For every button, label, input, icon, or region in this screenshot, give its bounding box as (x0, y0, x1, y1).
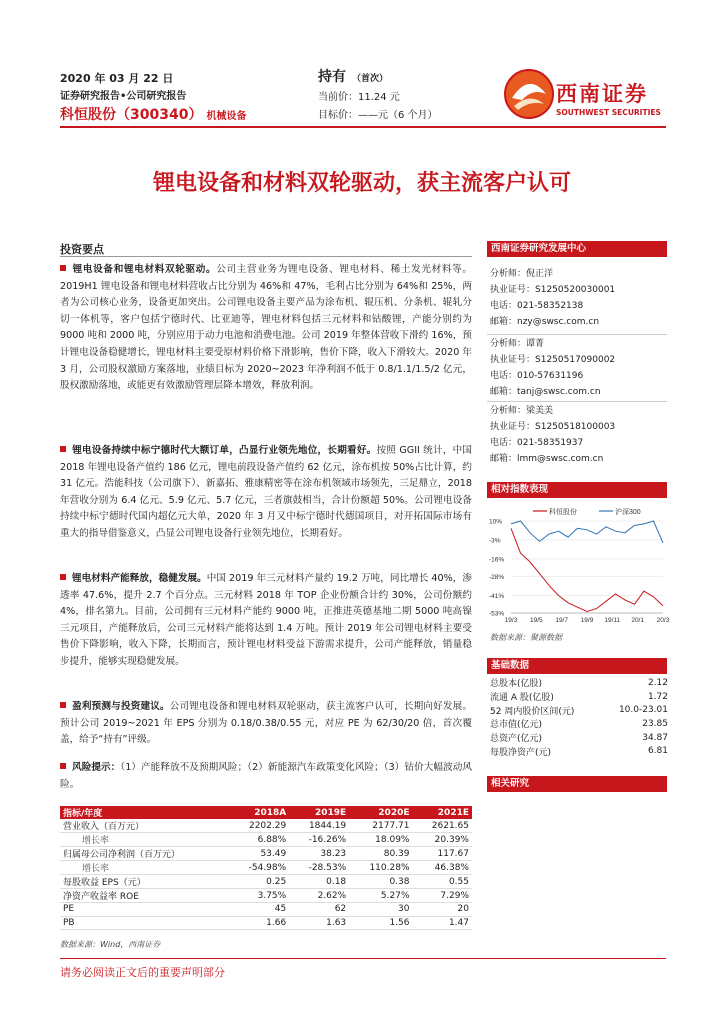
table-row (490, 703, 676, 717)
divider (487, 401, 667, 402)
cell: 53.49 (229, 847, 289, 861)
table-row (490, 676, 676, 690)
row-label: 归属母公司净利润（百万元） (60, 847, 229, 861)
x-tick-label: 19/11 (604, 617, 621, 624)
cell: 30 (349, 903, 412, 917)
row-label: 净资产收益率 ROE (60, 889, 229, 903)
current-price: 当前价：11.24 元 (318, 92, 400, 103)
rating-note: （首次） (352, 74, 389, 84)
series-line-company (511, 528, 663, 611)
legend-index: 沪深300 (615, 509, 641, 516)
report-date: 2020 年 03 月 22 日 (60, 72, 174, 85)
bullet-icon (60, 763, 66, 769)
cell: 1.56 (349, 916, 412, 930)
x-tick-label: 19/9 (580, 617, 594, 624)
row-label: PE (60, 903, 229, 917)
analyst-name: 分析师：倪正洋 (490, 269, 554, 279)
table-row (60, 875, 472, 889)
cell: 3.75% (229, 889, 289, 903)
table-row (60, 833, 472, 847)
section-divider (60, 256, 472, 257)
rating (318, 66, 388, 86)
x-tick-label: 19/3 (504, 617, 518, 624)
basic-label: 总股本(亿股) (490, 679, 543, 690)
chart-section-bar: 相对指数表现 (487, 482, 667, 498)
bullet-icon (60, 702, 66, 708)
table-header: 指标/年度 (60, 806, 229, 819)
logo-en: SOUTHWEST SECURITIES (556, 108, 661, 117)
paragraph-text: 公司锂电设备和锂电材料双轮驱动，获主流客户认可，长期向好发展。预计公司 2019~2021 年 EPS 分别为 0.18/0.38/0.55 元，对应 PE 为 62/30/20 倍，首次覆盖，给予“持有”评级。 (60, 701, 473, 746)
header-divider (60, 126, 666, 128)
cell: 7.29% (413, 889, 473, 903)
table-source: 数据来源：Wind，西南证券 (60, 940, 161, 949)
basic-value: 1.72 (647, 691, 668, 702)
cell: 62 (289, 903, 349, 917)
table-row (490, 744, 676, 758)
analyst-phone: 电话：010-57631196 (490, 371, 584, 381)
paragraph-4 (60, 699, 472, 749)
paragraph-text: （1）产能释放不及预期风险；（2）新能源汽车政策变化风险；（3）钴价大幅波动风险。 (60, 762, 472, 790)
paragraph-1 (60, 262, 472, 395)
cell: 20.39% (413, 833, 473, 847)
paragraph-text: 公司主营业务为锂电设备、锂电材料、稀土发光材料等。2019H1 锂电设备和锂电材料营收占比分别为 46%和 47%，毛利占比分别为 64%和 25%，两者为公司核心业务，设备更加突出。公司锂电设备主要产品为涂布机、辊压机、分条机、辊轧分切一体机等，客户包括宁德时代、比亚迪等，锂电材料包括三元材料和钴酸锂，产能分别约为 9000 吨和 2000 吨，分别应用于动力电池和消费电池。公司 2019 年整体营收下滑约 16%，预计锂电设备稳健增长，锂电材料主要受原材料价格下滑影响，售价下降，收入下滑较大。2020 年 3 月，公司股权激励方案落地，业绩目标为 2020~2023 年净利润不低于 0.8/1.1/1.5/2 亿元，股权激励落地，或能更有效激励管理层降本增效，释放利润。 (60, 264, 473, 392)
company-name (60, 104, 246, 124)
series-line-index (511, 521, 663, 543)
analyst-email[interactable]: 邮箱：nzy@swsc.com.cn (490, 317, 600, 327)
row-label: PB (60, 916, 229, 930)
rating-value: 持有 (318, 69, 346, 85)
bullet-icon (60, 574, 66, 580)
cell: 0.25 (229, 875, 289, 889)
analyst-phone: 电话：021-58351937 (490, 438, 584, 448)
logo-cn: 西南证券 (556, 82, 648, 106)
cell: 2177.71 (349, 819, 412, 833)
row-label: 增长率 (60, 861, 229, 875)
cell: 80.39 (349, 847, 412, 861)
cell: 2202.29 (229, 819, 289, 833)
industry: 机械设备 (206, 111, 247, 122)
paragraph-5 (60, 760, 472, 793)
cell: 18.09% (349, 833, 412, 847)
table-row (60, 916, 472, 930)
basic-label: 总市值(亿元) (490, 720, 543, 731)
cell: 46.38% (413, 861, 473, 875)
table-row (60, 889, 472, 903)
table-row (60, 847, 472, 861)
basic-data-bar: 基础数据 (487, 658, 667, 674)
y-tick-label: -16% (489, 556, 505, 564)
y-tick-label: -41% (489, 592, 505, 600)
x-tick-label: 19/7 (555, 617, 568, 624)
basic-value: 6.81 (647, 746, 668, 757)
cell: 1844.19 (289, 819, 349, 833)
report-title: 锂电设备和材料双轮驱动，获主流客户认可 (152, 171, 571, 196)
analyst-cert: 执业证号：S1250517090002 (490, 355, 616, 365)
paragraph-lead: 锂电设备持续中标宁德时代大额订单，凸显行业领先地位，长期看好。 (72, 445, 377, 456)
target-price: 目标价：——元（6 个月） (318, 110, 438, 121)
cell: -16.26% (289, 833, 349, 847)
x-tick-label: 20/3 (656, 617, 670, 624)
paragraph-text: 中国 2019 年三元材料产量约 19.2 万吨，同比增长 40%，渗透率 47.6%，提升 2.7 个百分点。三元材料 2018 年 TOP 企业份额合计约 30%，公司份额约 4%，排名第九。目前，公司拥有三元材料产能约 9000 吨，正推进英德基地二期 5000 吨高镍三元项目，产能释放后，公司三元材料产能将达到 1.4 万吨。预计 2019 年公司锂电材料主要受售价下降影响，收入下降，长期而言，预计锂电材料受益下游需求提升，公司产能释放，销量稳步提升，能够实现稳健发展。 (60, 573, 472, 667)
cell: 110.28% (349, 861, 412, 875)
paragraph-2 (60, 443, 472, 543)
table-header: 2020E (349, 806, 412, 819)
cell: 117.67 (413, 847, 473, 861)
cell: 5.27% (349, 889, 412, 903)
cell: -28.53% (289, 861, 349, 875)
footer-divider (60, 958, 666, 959)
analyst-card-2 (490, 336, 615, 400)
basic-label: 流通 A 股(亿股) (490, 693, 554, 704)
basic-value: 23.85 (642, 718, 668, 729)
y-tick-label: -3% (489, 537, 501, 545)
y-tick-label: -53% (489, 610, 505, 618)
row-label: 营业收入（百万元） (60, 819, 229, 833)
paragraph-3 (60, 571, 472, 671)
table-header: 2021E (413, 806, 473, 819)
table-row (60, 861, 472, 875)
cell: 45 (229, 903, 289, 917)
cell: 0.55 (413, 875, 473, 889)
table-row (490, 717, 676, 731)
table-row (60, 819, 472, 833)
analyst-card-3 (490, 403, 615, 467)
analyst-email[interactable]: 邮箱：lmm@swsc.com.cn (490, 454, 604, 464)
related-research-bar: 相关研究 (487, 776, 667, 792)
analyst-cert: 执业证号：S1250518100003 (490, 422, 616, 432)
table-row (60, 903, 472, 917)
cell: 0.38 (349, 875, 412, 889)
basic-label: 总资产(亿元) (490, 734, 543, 745)
paragraph-lead: 锂电设备和锂电材料双轮驱动。 (72, 264, 217, 275)
x-tick-label: 20/1 (631, 617, 644, 624)
table-header-row (60, 806, 472, 819)
analyst-card-1 (490, 266, 615, 330)
analyst-phone: 电话：021-58352138 (490, 301, 584, 311)
y-tick-label: -28% (489, 573, 505, 581)
company-name-text: 科恒股份（300340） (60, 107, 203, 123)
analyst-cert: 执业证号：S1250520030001 (490, 285, 616, 295)
paragraph-lead: 锂电材料产能释放，稳健发展。 (72, 573, 207, 584)
bullet-icon (60, 446, 66, 452)
cell: 1.47 (413, 916, 473, 930)
bullet-icon (60, 265, 66, 271)
basic-value: 10.0-23.01 (618, 705, 668, 716)
legend-company: 科恒股份 (549, 509, 577, 516)
relative-index-chart (487, 501, 670, 625)
analyst-name: 分析师：梁美美 (490, 406, 554, 416)
divider (487, 334, 667, 335)
table-header: 2019E (289, 806, 349, 819)
row-label: 增长率 (60, 833, 229, 847)
x-tick-label: 19/5 (530, 617, 543, 624)
report-type: 证券研究报告•公司研究报告 (60, 91, 187, 102)
footer-disclaimer: 请务必阅读正文后的重要声明部分 (60, 966, 225, 979)
basic-label: 每股净资产(元) (490, 747, 552, 758)
analyst-name: 分析师：谭菁 (490, 339, 545, 349)
table-row (490, 731, 676, 745)
cell: 2621.65 (413, 819, 473, 833)
cell: 20 (413, 903, 473, 917)
paragraph-text: 按照 GGII 统计，中国 2018 年锂电设备产值约 186 亿元，锂电前段设备产值约 62 亿元，涂布机按 50%占比计算，约 31 亿元。浩能科技（公司旗下）、新嘉拓、雅康精密等在涂布机领域市场领先，三足鼎立，2018 年营收分别为 6.4 亿元、5.9 亿元、5.7 亿元，三者旗鼓相当，合计份额超 50%。公司锂电设备持续中标宁德时代国内超亿元大单，2020 年 3 月又中标宁德时代德国项目，对开拓国际市场有重大的指导借鉴意义，凸显公司锂电设备行业领先地位，长期看好。 (60, 445, 472, 539)
analyst-email[interactable]: 邮箱：tanj@swsc.com.cn (490, 387, 601, 397)
basic-value: 34.87 (642, 732, 668, 743)
cell: 38.23 (289, 847, 349, 861)
table-header: 2018A (229, 806, 289, 819)
row-label: 每股收益 EPS（元） (60, 875, 229, 889)
table-row (490, 690, 676, 704)
research-center-bar: 西南证券研究发展中心 (487, 241, 667, 257)
cell: 0.18 (289, 875, 349, 889)
basic-value: 2.12 (647, 677, 668, 688)
y-tick-label: 10% (489, 518, 503, 526)
cell: -54.98% (229, 861, 289, 875)
cell: 1.66 (229, 916, 289, 930)
basic-data-table (490, 676, 676, 758)
paragraph-lead: 风险提示： (72, 762, 121, 773)
cell: 6.88% (229, 833, 289, 847)
financial-table (60, 806, 472, 930)
paragraph-lead: 盈利预测与投资建议。 (72, 701, 170, 712)
cell: 1.63 (289, 916, 349, 930)
section-title-investment: 投资要点 (60, 243, 104, 256)
chart-source: 数据来源：聚源数据 (490, 633, 562, 642)
basic-label: 52 周内股价区间(元) (490, 706, 575, 717)
cell: 2.62% (289, 889, 349, 903)
